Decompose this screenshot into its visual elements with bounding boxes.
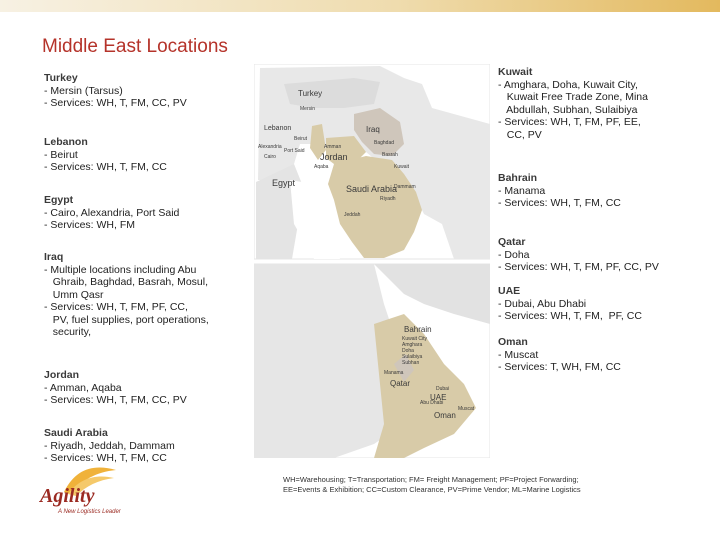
- map-city-amghara: Amghara: [402, 342, 423, 348]
- map-city-sulaibiya: Sulaibiya: [402, 354, 423, 360]
- location-name: Oman: [498, 336, 528, 348]
- location-detail-line: - Services: WH, T, FM, CC, PV: [44, 97, 187, 109]
- map-label-lebanon: Lebanon: [264, 125, 292, 132]
- agility-tagline: A New Logistics Leader: [58, 509, 121, 515]
- map-label-oman: Oman: [434, 411, 456, 420]
- location-detail-line: - Services: WH, T, FM, PF, CC, PV: [498, 261, 659, 273]
- map-city-port-said: Port Said: [284, 148, 305, 154]
- top-gradient-bar: [0, 0, 720, 12]
- map-city-aqaba: Aqaba: [314, 164, 329, 170]
- map-city-muscat: Muscat: [458, 406, 475, 412]
- map-city-manama: Manama: [384, 370, 404, 376]
- location-detail-line: - Beirut: [44, 148, 78, 161]
- map-city-kuwait: Kuwait: [394, 164, 410, 170]
- map-city-abu-dhabi: Abu Dhabi: [420, 400, 444, 406]
- location-detail-line: - Mersin (Tarsus): [44, 84, 123, 97]
- right-location-block: [498, 236, 659, 274]
- map-label-uae: UAE: [430, 393, 447, 402]
- right-location-block: [498, 172, 621, 210]
- map-city-cairo: Cairo: [264, 154, 276, 160]
- location-name: Bahrain: [498, 172, 538, 184]
- location-detail-line: - Dubai, Abu Dhabi: [498, 297, 587, 310]
- location-name: UAE: [498, 285, 521, 297]
- location-detail-line: - Doha: [498, 248, 530, 261]
- location-detail-line: - Services: WH, T, FM, PF, CC,: [44, 301, 188, 313]
- map-city-beirut: Beirut: [294, 136, 308, 142]
- map-city-baghdad: Baghdad: [374, 140, 395, 146]
- location-detail-line: security,: [44, 326, 92, 338]
- map-city-alexandria: Alexandria: [258, 144, 282, 150]
- map-city-dammam: Dammam: [394, 184, 416, 190]
- map-city-jeddah: Jeddah: [344, 212, 361, 218]
- location-detail-line: - Riyadh, Jeddah, Dammam: [44, 439, 175, 452]
- location-detail-line: - Services: WH, T, FM, CC: [498, 197, 621, 209]
- map-label-saudi: Saudi Arabia: [346, 184, 398, 194]
- agility-logo: Agility: [40, 485, 95, 507]
- map-city-riyadh: Riyadh: [380, 196, 396, 202]
- location-detail-line: - Services: WH, T, FM, CC: [44, 452, 167, 464]
- legend-line-1: WH=Warehousing; T=Transportation; FM= Freight Management; PF=Project Forwarding;: [283, 475, 579, 484]
- left-location-block: [44, 427, 175, 465]
- middle-east-map: [254, 64, 490, 458]
- location-detail-line: Abdullah, Subhan, Sulaibiya: [498, 103, 638, 116]
- location-name: Jordan: [44, 369, 80, 381]
- map-city-dubai: Dubai: [436, 386, 450, 392]
- location-name: Egypt: [44, 194, 74, 206]
- left-location-block: [44, 369, 187, 407]
- map-label-turkey: Turkey: [298, 89, 323, 98]
- location-detail-line: - Services: WH, FM: [44, 219, 135, 231]
- location-detail-line: Umm Qasr: [44, 288, 104, 301]
- right-location-block: [498, 336, 621, 374]
- left-location-block: [44, 136, 167, 174]
- location-name: Saudi Arabia: [44, 427, 108, 439]
- location-detail-line: - Amghara, Doha, Kuwait City,: [498, 78, 638, 91]
- location-detail-line: Kuwait Free Trade Zone, Mina: [498, 91, 648, 103]
- location-detail-line: - Services: WH, T, FM, CC, PV: [44, 394, 187, 406]
- location-name: Kuwait: [498, 66, 533, 78]
- map-city-basrah: Basrah: [382, 152, 398, 158]
- left-location-block: [44, 194, 179, 232]
- location-detail-line: - Services: WH, T, FM, PF, EE,: [498, 116, 641, 128]
- location-detail-line: Ghraib, Baghdad, Basrah, Mosul,: [44, 276, 209, 288]
- location-name: Lebanon: [44, 136, 88, 148]
- map-city-amman: Amman: [324, 144, 342, 150]
- map-label-jordan: Jordan: [320, 152, 348, 162]
- location-detail-line: - Services: WH, T, FM, PF, CC: [498, 310, 642, 322]
- map-city-mersin: Mersin: [300, 106, 316, 112]
- left-location-block: [44, 251, 209, 339]
- slide-title: Middle East Locations: [42, 36, 228, 57]
- location-detail-line: CC, PV: [498, 128, 542, 141]
- map-label-bahrain: Bahrain: [404, 325, 432, 334]
- location-detail-line: - Multiple locations including Abu: [44, 263, 197, 276]
- location-detail-line: - Muscat: [498, 348, 539, 361]
- map-label-iraq: Iraq: [366, 125, 380, 134]
- legend-line-2: EE=Events & Exhibition; CC=Custom Clearance, PV=Prime Vendor; ML=Marine Logistics: [283, 485, 581, 494]
- map-city-doha: Doha: [402, 348, 414, 354]
- location-detail-line: - Amman, Aqaba: [44, 381, 122, 394]
- location-detail-line: - Manama: [498, 184, 546, 197]
- right-location-block: [498, 66, 648, 141]
- location-name: Iraq: [44, 251, 64, 263]
- right-location-block: [498, 285, 642, 323]
- services-legend: [283, 475, 581, 495]
- map-city-kuwait-city: Kuwait City: [402, 336, 428, 342]
- location-detail-line: - Cairo, Alexandria, Port Said: [44, 206, 180, 219]
- location-detail-line: PV, fuel supplies, port operations,: [44, 313, 209, 326]
- location-name: Qatar: [498, 236, 526, 248]
- map-label-egypt: Egypt: [272, 178, 296, 188]
- map-city-subhan: Subhan: [402, 360, 420, 366]
- location-name: Turkey: [44, 72, 78, 84]
- map-svg: [254, 64, 490, 458]
- location-detail-line: - Services: T, WH, FM, CC: [498, 361, 621, 373]
- left-location-block: [44, 72, 187, 110]
- map-label-qatar: Qatar: [390, 379, 411, 388]
- location-detail-line: - Services: WH, T, FM, CC: [44, 161, 167, 173]
